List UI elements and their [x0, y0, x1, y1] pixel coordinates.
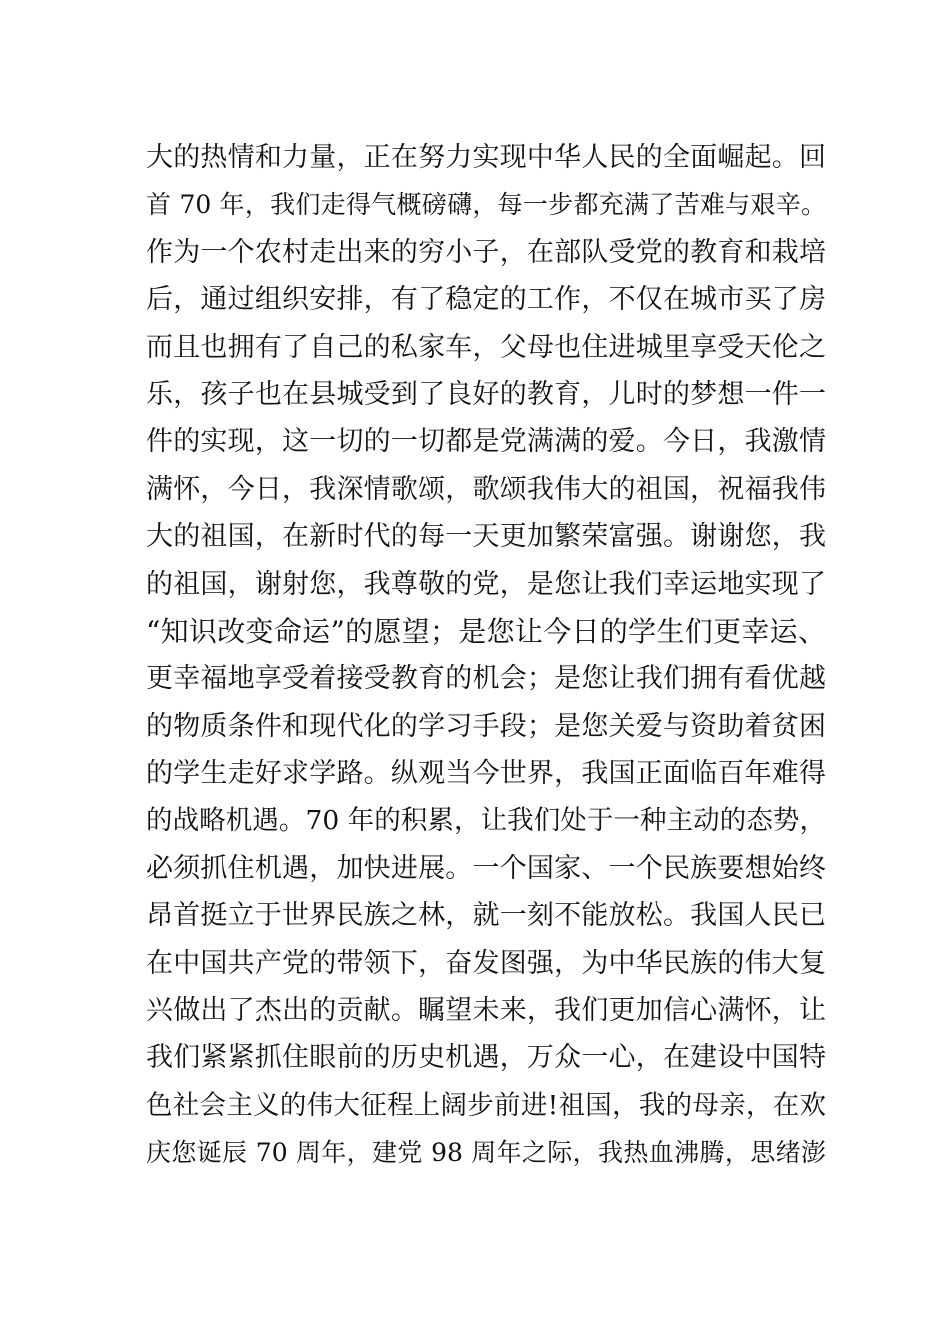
text-line: 的战略机遇。70 年的积累，让我们处于一种主动的态势，: [146, 805, 826, 837]
text-line: 兴做出了杰出的贡献。瞩望未来，我们更加信心满怀，让: [146, 995, 826, 1027]
text-line: 的学生走好求学路。纵观当今世界，我国正面临百年难得: [146, 758, 826, 790]
text-line: 色社会主义的伟大征程上阔步前进!祖国，我的母亲，在欢: [146, 1089, 826, 1121]
text-line: 而且也拥有了自己的私家车，父母也住进城里享受天伦之: [146, 331, 826, 363]
text-line: 庆您诞辰 70 周年，建党 98 周年之际，我热血沸腾，思绪澎: [146, 1138, 826, 1168]
text-line: 大的热情和力量，正在努力实现中华人民的全面崛起。回: [146, 142, 826, 173]
text-line: 后，通过组织安排，有了稳定的工作，不仅在城市买了房: [146, 284, 826, 316]
body-text: [146, 134, 826, 1177]
text-line: 的物质条件和现代化的学习手段；是您关爱与资助着贫困: [146, 710, 826, 742]
text-line: 满怀，今日，我深情歌颂，歌颂我伟大的祖国，祝福我伟: [146, 473, 826, 505]
text-line: 我们紧紧抓住眼前的历史机遇，万众一心，在建设中国特: [146, 1042, 826, 1074]
text-line: 大的祖国，在新时代的每一天更加繁荣富强。谢谢您，我: [146, 521, 826, 553]
text-line: 的祖国，谢射您，我尊敬的党，是您让我们幸运地实现了: [146, 568, 826, 600]
text-line: 必须抓住机遇，加快进展。一个国家、一个民族要想始终: [146, 852, 826, 884]
text-line: 在中国共产党的带领下，奋发图强，为中华民族的伟大复: [146, 947, 826, 979]
text-line: 作为一个农村走出来的穷小子，在部队受党的教育和栽培: [146, 236, 826, 268]
text-line: “知识改变命运”的愿望；是您让今日的学生们更幸运、: [146, 614, 826, 648]
text-line: 乐，孩子也在县城受到了良好的教育，儿时的梦想一件一: [146, 378, 826, 410]
text-line: 首 70 年，我们走得气概磅礴，每一步都充满了苦难与艰辛。: [146, 190, 826, 220]
text-line: 更幸福地享受着接受教育的机会；是您让我们拥有看优越: [146, 663, 826, 695]
text-line: 昂首挺立于世界民族之林，就一刻不能放松。我国人民已: [146, 900, 826, 932]
text-line: 件的实现，这一切的一切都是党满满的爱。今日，我激情: [146, 426, 826, 458]
